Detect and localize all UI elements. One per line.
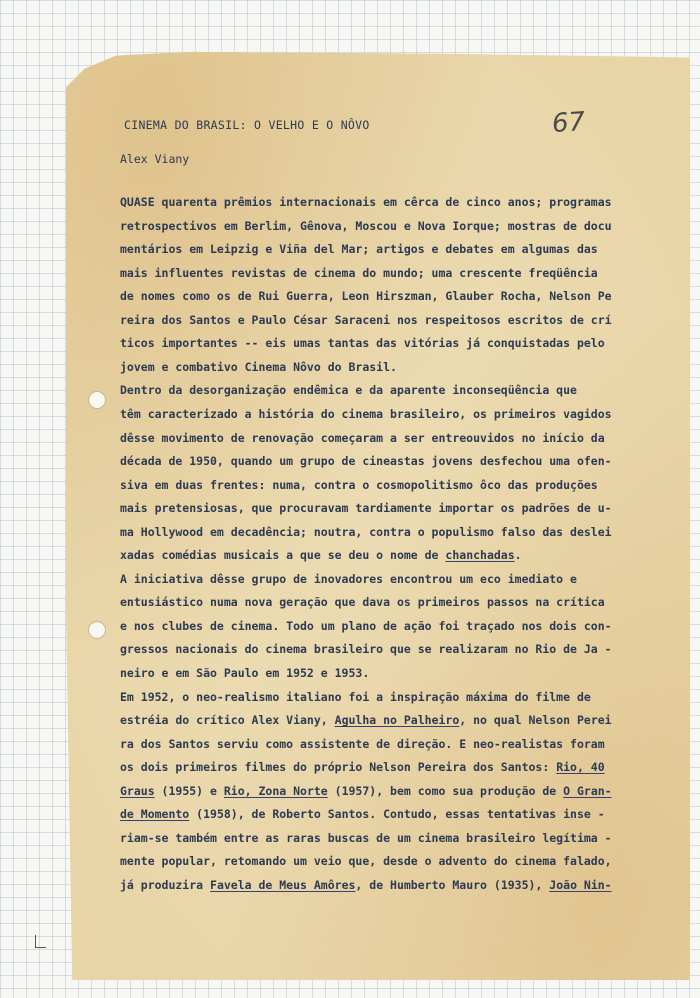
text-line [120, 831, 612, 845]
text-line [120, 572, 577, 586]
text-segment: . [514, 548, 522, 563]
text-segment: mais influentes revistas de cinema do mundo; uma crescente freqüência [120, 265, 598, 280]
text-line [120, 431, 605, 445]
text-segment: (1955) e [154, 783, 224, 798]
text-line [120, 195, 612, 209]
text-line [120, 501, 612, 515]
text-line [120, 478, 598, 492]
text-line [120, 690, 591, 704]
text-line [120, 854, 612, 868]
text-segment: os dois primeiros filmes do próprio Nelson Pereira dos Santos: [120, 760, 557, 775]
text-line [120, 737, 605, 751]
text-line [120, 595, 605, 609]
text-line [120, 807, 605, 821]
text-segment: entusiástico numa nova geração que dava os primeiros passos na crítica [120, 595, 605, 610]
text-line [120, 642, 612, 656]
text-segment: têm caracterizado a história do cinema brasileiro, os primeiros vagidos [120, 406, 612, 421]
text-segment: xadas comédias musicais a que se deu o nome de [120, 548, 446, 563]
text-line [120, 383, 577, 397]
text-line [120, 407, 612, 421]
text-segment: neiro e em São Paulo em 1952 e 1953. [120, 666, 370, 680]
text-segment: (1958), de Roberto Santos. Contudo, essas tentativas inse - [189, 807, 605, 822]
text-segment: ra dos Santos serviu como assistente de direção. E neo-realistas foram [120, 736, 605, 751]
text-segment: , no qual Nelson Perei [459, 713, 612, 728]
text-segment: (1957), bem como sua produção de [327, 783, 564, 798]
text-segment: A iniciativa dêsse grupo de inovadores encontrou um eco imediato e [120, 571, 577, 586]
text-line [120, 525, 612, 539]
underlined-title: Graus [120, 783, 155, 798]
text-segment: de nomes como os de Rui Guerra, Leon Hirszman, Glauber Rocha, Nelson Pe [120, 289, 612, 304]
underlined-title: Agulha no Palheiro [334, 713, 460, 728]
text-segment: Em 1952, o neo-realismo italiano foi a inspiração máxima do filme de [120, 689, 591, 704]
text-line [120, 760, 605, 774]
text-line [120, 266, 598, 280]
text-line [120, 548, 522, 562]
text-segment: Dentro da desorganização endêmica e da aparente inconseqüência que [120, 383, 577, 398]
underlined-title: Rio, Zona Norte [223, 783, 328, 798]
text-segment: e nos clubes de cinema. Todo um plano de ação foi traçado nos dois con- [120, 618, 612, 633]
page-number: 67 [550, 106, 587, 140]
text-segment: mais pretensiosas, que procuravam tardiamente importar os padrões de u- [120, 501, 612, 516]
text-segment: gressos nacionais do cinema brasileiro que se realizaram no Rio de Ja - [120, 642, 612, 657]
text-line [120, 289, 612, 303]
document-author: Alex Viany [120, 152, 190, 166]
underlined-title: Favela de Meus Amôres [210, 877, 356, 892]
text-segment: mentários em Leipzig e Viña del Mar; artigos e debates em algumas das [120, 242, 598, 257]
text-segment: ma Hollywood em decadência; noutra, contra o populismo falso das deslei [120, 524, 612, 539]
text-segment: ticos importantes -- eis umas tantas das vitórias já conquistadas pelo [120, 336, 605, 351]
text-segment: QUASE [120, 195, 155, 209]
text-line [120, 360, 397, 374]
underlined-title: João Nin- [549, 877, 612, 892]
text-line [120, 454, 612, 468]
text-line [120, 313, 612, 327]
text-segment: reira dos Santos e Paulo César Saraceni nos respeitosos escritos de crí [120, 312, 612, 327]
underlined-title: Rio, 40 [556, 760, 605, 775]
underlined-title: de Momento [120, 807, 190, 822]
underlined-title: O Gran- [563, 783, 612, 798]
text-segment: jovem e combativo Cinema Nôvo do Brasil. [120, 359, 397, 374]
text-segment: mente popular, retomando um veio que, desde o advento do cinema falado, [120, 854, 612, 869]
text-line [120, 713, 612, 727]
text-segment: década de 1950, quando um grupo de cineastas jovens desfechou uma ofen- [120, 454, 612, 469]
text-segment: dêsse movimento de renovação começaram a ser entreouvidos no início da [120, 430, 605, 445]
text-line [120, 784, 612, 798]
text-line [120, 666, 369, 680]
underlined-title: chanchadas [445, 548, 515, 563]
document-title: CINEMA DO BRASIL: O VELHO E O NÔVO [124, 118, 370, 132]
text-segment: quarenta prêmios internacionais em cêrca de cinco anos; programas [154, 195, 612, 209]
text-segment: , de Humberto Mauro (1935), [355, 877, 550, 892]
text-segment: siva em duas frentes: numa, contra o cosmopolitismo ôco das produções [120, 477, 598, 492]
text-line [120, 619, 612, 633]
text-line [120, 336, 605, 350]
text-segment: riam-se também entre as raras buscas de um cinema brasileiro legítima - [120, 830, 612, 845]
text-line [120, 242, 598, 256]
text-line [120, 219, 612, 233]
text-segment: já produzira [120, 877, 211, 892]
text-line [120, 878, 612, 892]
text-segment: estréia do crítico Alex Viany, [120, 713, 335, 728]
text-segment: retrospectivos em Berlim, Gênova, Moscou e Nova Iorque; mostras de docu [120, 218, 612, 233]
